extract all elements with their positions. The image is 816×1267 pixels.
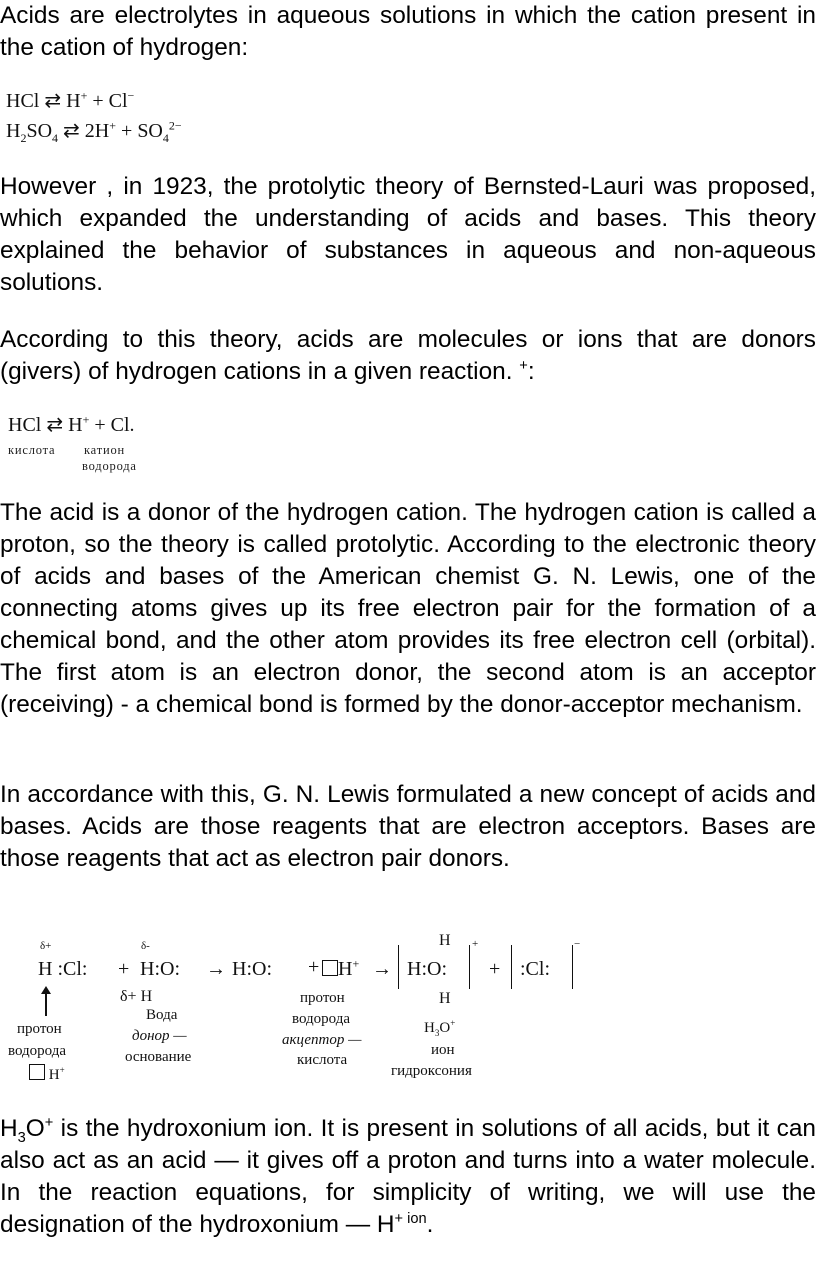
eq2-lhs-sub2: 4 — [52, 131, 59, 145]
p6-main-text: is the hydroxonium ion. It is present in solutions of all acids, but it can also act as an acid — it gives off a proton and turns into a water molecule. In the reaction equations, for simplicity of writing, we will use the designation of the hydroxonium — H — [0, 1115, 816, 1238]
scheme-label-h3o-h: H — [424, 1020, 435, 1036]
eq3-plus: + — [94, 414, 106, 436]
scheme-label-ion: ион — [431, 1042, 455, 1058]
scheme-label-proton-1: протон — [17, 1021, 62, 1037]
eq1-lhs: HCl — [6, 90, 40, 112]
p3-end-text: : — [527, 358, 535, 385]
p6-end: . — [426, 1211, 434, 1238]
eq1-rhs-b-charge: − — [127, 88, 135, 103]
scheme-label-proton-h: H — [48, 1067, 60, 1083]
p6-sup: + — [44, 1114, 54, 1131]
intro-paragraph: Acids are electrolytes in aqueous solutions in which the cation present in the cation of hydrogen: — [0, 2, 816, 61]
scheme-delta-plus: δ+ — [40, 940, 52, 952]
scheme-label-water: Вода — [146, 1007, 178, 1023]
eq2-lhs-a: H — [6, 120, 21, 142]
eq1-rhs-b: Cl — [108, 90, 128, 112]
eq1-rhs-a-charge: + — [80, 88, 88, 103]
scheme-label-h3o-charge: + — [450, 1018, 456, 1028]
eq2-rhs-b-charge: 2− — [168, 118, 182, 133]
scheme-label-donor: донор — — [132, 1028, 187, 1044]
eq2-rhs-b-sub: 4 — [162, 131, 169, 145]
eq1-arrow: ⇄ — [44, 90, 62, 112]
scheme-label-orbital-box — [29, 1064, 45, 1080]
eq3-rhs-a-charge: + — [82, 412, 90, 427]
scheme-empty-orbital-box — [322, 960, 338, 976]
scheme-label-h3o-sub: 3 — [434, 1028, 440, 1038]
scheme-proton-charge: + — [352, 956, 360, 971]
scheme-up-arrow-head — [41, 986, 51, 994]
hydroxonium-paragraph — [0, 1113, 816, 1241]
p6-sup-ion: + ion — [394, 1210, 427, 1227]
lewis-concept-paragraph: In accordance with this, G. N. Lewis formulated a new concept of acids and bases. Acids are those reagents that are electron acceptors. Bases are those reagents that act as electron pair donors. — [0, 781, 816, 872]
eq3-lhs: HCl — [8, 414, 42, 436]
p6-h: H — [0, 1115, 18, 1142]
p3-superscript: + — [519, 357, 528, 374]
eq2-arrow: ⇄ — [63, 120, 80, 142]
eq2-lhs-b: SO — [26, 120, 53, 142]
scheme-hcl-molecule — [38, 958, 87, 981]
scheme-label-base: основание — [125, 1049, 192, 1065]
scheme-label-h3o — [424, 1020, 455, 1037]
scheme-water-molecule-2: H:O: — [232, 958, 272, 980]
label-cation-line2: водорода — [82, 459, 137, 473]
scheme-h-below-water: δ+ H — [120, 988, 153, 1005]
scheme-water-molecule: H:O: — [140, 958, 180, 980]
label-acid: кислота — [8, 443, 56, 457]
scheme-h-top: H — [439, 932, 451, 949]
scheme-label-proton-charge: + — [59, 1065, 65, 1075]
scheme-delta-minus: δ- — [141, 940, 150, 952]
scheme-proton-h: H — [338, 958, 353, 980]
scheme-proton — [322, 958, 359, 981]
eq2-rhs-a-charge: + — [109, 118, 117, 133]
scheme-arrow-2: → — [372, 958, 392, 980]
scheme-label-acc-hydrogen: водорода — [292, 1011, 351, 1027]
equation-h2so4-dissociation — [6, 118, 182, 143]
scheme-label-proton-3 — [29, 1064, 65, 1084]
scheme-h-bottom: H — [439, 990, 451, 1007]
eq3-rhs-a: H — [68, 414, 83, 436]
p3-main-text: According to this theory, acids are molecules or ions that are donors (givers) of hydrogen cations in a given reaction — [0, 326, 816, 385]
scheme-plus-3: + — [489, 958, 501, 980]
label-cation-line1: катион — [84, 443, 125, 457]
scheme-chloride-charge: − — [574, 938, 581, 950]
scheme-plus-1: + — [118, 958, 130, 980]
eq2-rhs-a: 2H — [84, 120, 110, 142]
scheme-hcl-cl: :Cl: — [57, 958, 88, 980]
p3-mid-text: . — [505, 358, 520, 385]
p6-sub: 3 — [17, 1129, 26, 1146]
eq1-rhs-a: H — [66, 90, 81, 112]
scheme-hydroxonium-core: H:O: — [407, 958, 447, 980]
eq2-plus: + — [121, 120, 133, 142]
eq2-rhs-b: SO — [137, 120, 163, 142]
protolytic-theory-paragraph: However , in 1923, the protolytic theory of Bernsted-Lauri was proposed, which expanded the understanding of acids and bases. This theory explained the behavior of substances in aqueous and non-aqueous solutions. — [0, 173, 816, 296]
acid-definition-paragraph — [0, 324, 816, 388]
scheme-label-hydroxonium: гидроксония — [391, 1063, 472, 1079]
eq2-lhs-sub1: 2 — [20, 131, 27, 145]
lewis-theory-paragraph: The acid is a donor of the hydrogen cation. The hydrogen cation is called a proton, so the theory is called protolytic. According to the electronic theory of acids and bases of the American chemist G. N. Lewis, one of the connecting atoms gives up its free electron pair for the formation of a chemical bond, and the other atom provides its free electron cell (orbital). The first atom is an electron donor, the second atom is an acceptor (receiving) - a chemical bond is formed by the donor-acceptor mechanism. — [0, 499, 816, 718]
scheme-label-h3o-o: O — [439, 1020, 451, 1036]
eq3-arrow: ⇄ — [46, 414, 64, 436]
scheme-hcl-h: H — [38, 958, 53, 980]
p6-o: O — [25, 1115, 45, 1142]
equation-hcl-proton-donor — [8, 412, 135, 437]
scheme-arrow-1: → — [206, 958, 226, 980]
scheme-label-proton-2: водорода — [8, 1043, 67, 1059]
eq3-rhs-b: Cl. — [110, 414, 135, 436]
scheme-hydroxonium-charge: + — [472, 938, 479, 950]
eq1-plus: + — [92, 90, 104, 112]
equation-hcl-dissociation — [6, 88, 134, 113]
scheme-label-acc-proton: протон — [300, 990, 345, 1006]
scheme-chloride-ion: :Cl: — [520, 958, 551, 980]
scheme-label-acid: кислота — [297, 1052, 348, 1068]
scheme-plus-2: + — [308, 956, 320, 978]
scheme-label-acceptor: акцептор — — [282, 1032, 362, 1048]
